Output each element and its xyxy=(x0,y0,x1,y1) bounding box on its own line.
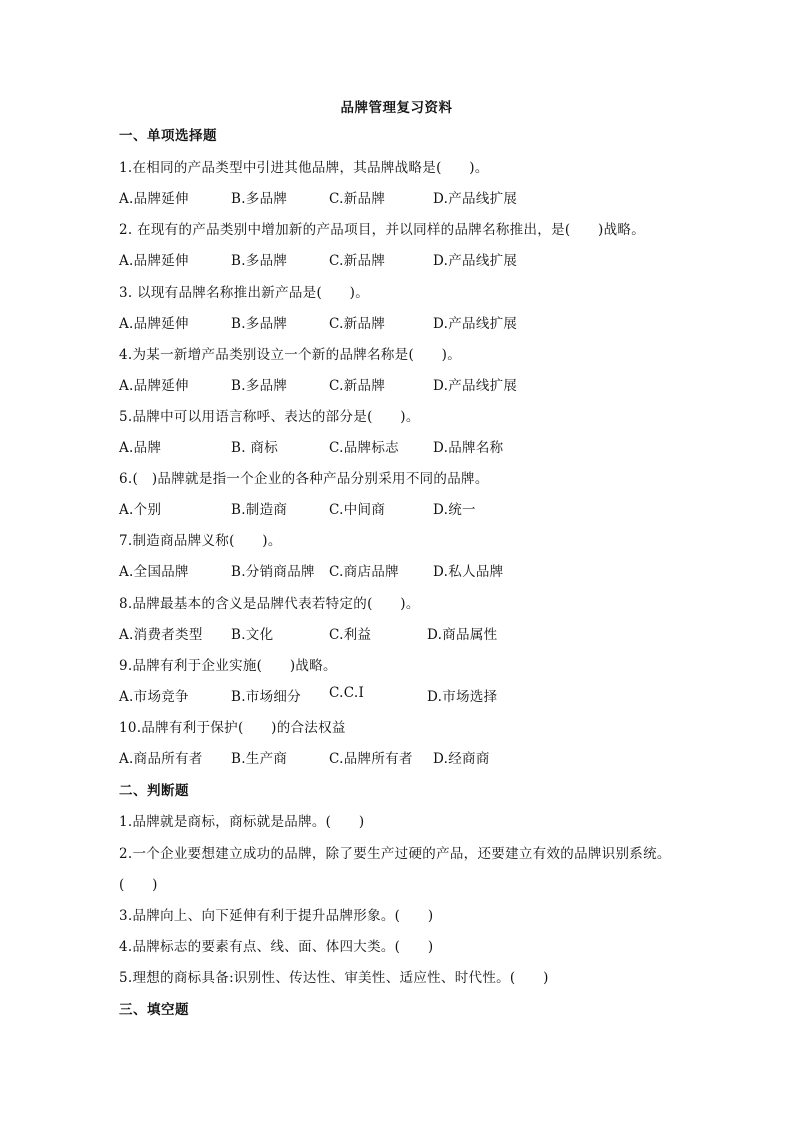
question-7: 7.制造商品牌义称( )。 xyxy=(119,533,282,549)
option-a: A.品牌 xyxy=(119,440,162,456)
question-1: 1.在相同的产品类型中引进其他品牌，其品牌战略是( )。 xyxy=(119,160,489,176)
option-b: B.多品牌 xyxy=(231,316,288,332)
question-3: 3. 以现有品牌名称推出新产品是( )。 xyxy=(119,285,370,301)
question-3-options xyxy=(119,312,679,332)
option-b: B.多品牌 xyxy=(231,191,288,207)
option-d: D.商品属性 xyxy=(427,627,498,643)
question-2-options xyxy=(119,249,679,269)
option-c: C.中间商 xyxy=(329,502,386,518)
tf-question-2-bracket: ( ) xyxy=(119,877,158,893)
tf-question-4: 4.品牌标志的要素有点、线、面、体四大类。( ) xyxy=(119,939,434,955)
tf-question-1: 1.品牌就是商标，商标就是品牌。( ) xyxy=(119,814,365,830)
question-4: 4.为某一新增产品类别设立一个新的品牌名称是( )。 xyxy=(119,347,462,363)
option-d: D.产品线扩展 xyxy=(433,316,518,332)
option-d: D.产品线扩展 xyxy=(433,253,518,269)
question-9: 9.品牌有利于企业实施( )战略。 xyxy=(119,658,337,674)
section-heading-single-choice: 一、单项选择题 xyxy=(119,128,217,144)
option-a: A.全国品牌 xyxy=(119,564,189,580)
option-c: C.C.I xyxy=(329,685,365,701)
question-1-options xyxy=(119,187,679,207)
question-6: 6.( )品牌就是指一个企业的各种产品分别采用不同的品牌。 xyxy=(119,471,489,487)
option-d: D.私人品牌 xyxy=(433,564,504,580)
question-5-options xyxy=(119,436,679,456)
option-b: B.分销商品牌 xyxy=(231,564,315,580)
option-c: C.商店品牌 xyxy=(329,564,399,580)
option-b: B. 商标 xyxy=(231,440,279,456)
question-10: 10.品牌有利于保护( )的合法权益 xyxy=(119,720,346,736)
option-a: A.品牌延伸 xyxy=(119,253,189,269)
option-d: D.产品线扩展 xyxy=(433,378,518,394)
question-4-options xyxy=(119,374,679,394)
option-c: C.品牌标志 xyxy=(329,440,399,456)
option-a: A.品牌延伸 xyxy=(119,316,189,332)
option-d: D.市场选择 xyxy=(427,689,498,705)
tf-question-5: 5.理想的商标具备:识别性、传达性、审美性、适应性、时代性。( ) xyxy=(119,970,549,986)
question-8-options xyxy=(119,623,679,643)
option-a: A.消费者类型 xyxy=(119,627,203,643)
question-2: 2. 在现有的产品类别中增加新的产品项目，并以同样的品牌名称推出，是( )战略。 xyxy=(119,222,646,238)
tf-question-3: 3.品牌向上、向下延伸有利于提升品牌形象。( ) xyxy=(119,908,434,924)
option-d: D.经商商 xyxy=(433,751,490,767)
option-d: D.品牌名称 xyxy=(433,440,504,456)
question-8: 8.品牌最基本的含义是品牌代表若特定的( )。 xyxy=(119,596,420,612)
section-heading-true-false: 二、判断题 xyxy=(119,783,189,799)
option-a: A.市场竞争 xyxy=(119,689,189,705)
question-10-options xyxy=(119,747,679,767)
option-b: B.多品牌 xyxy=(231,253,288,269)
option-a: A.商品所有者 xyxy=(119,751,203,767)
option-a: A.品牌延伸 xyxy=(119,191,189,207)
option-b: B.多品牌 xyxy=(231,378,288,394)
option-d: D.产品线扩展 xyxy=(433,191,518,207)
option-c: C.新品牌 xyxy=(329,191,386,207)
option-c: C.新品牌 xyxy=(329,253,386,269)
option-c: C.新品牌 xyxy=(329,378,386,394)
question-9-options xyxy=(119,685,679,705)
option-b: B.文化 xyxy=(231,627,274,643)
option-c: C.利益 xyxy=(329,627,372,643)
option-b: B.制造商 xyxy=(231,502,288,518)
question-6-options xyxy=(119,498,679,518)
option-a: A.品牌延伸 xyxy=(119,378,189,394)
option-b: B.生产商 xyxy=(231,751,288,767)
question-5: 5.品牌中可以用语言称呼、表达的部分是( )。 xyxy=(119,409,420,425)
option-c: C.新品牌 xyxy=(329,316,386,332)
tf-question-2: 2.一个企业要想建立成功的品牌，除了要生产过硬的产品，还要建立有效的品牌识别系统。 xyxy=(119,846,671,862)
question-7-options xyxy=(119,560,679,580)
option-d: D.统一 xyxy=(433,502,476,518)
option-c: C.品牌所有者 xyxy=(329,751,413,767)
option-a: A.个别 xyxy=(119,502,162,518)
document-title: 品牌管理复习资料 xyxy=(340,100,453,116)
option-b: B.市场细分 xyxy=(231,689,302,705)
section-heading-fill-blank: 三、填空题 xyxy=(119,1002,189,1018)
